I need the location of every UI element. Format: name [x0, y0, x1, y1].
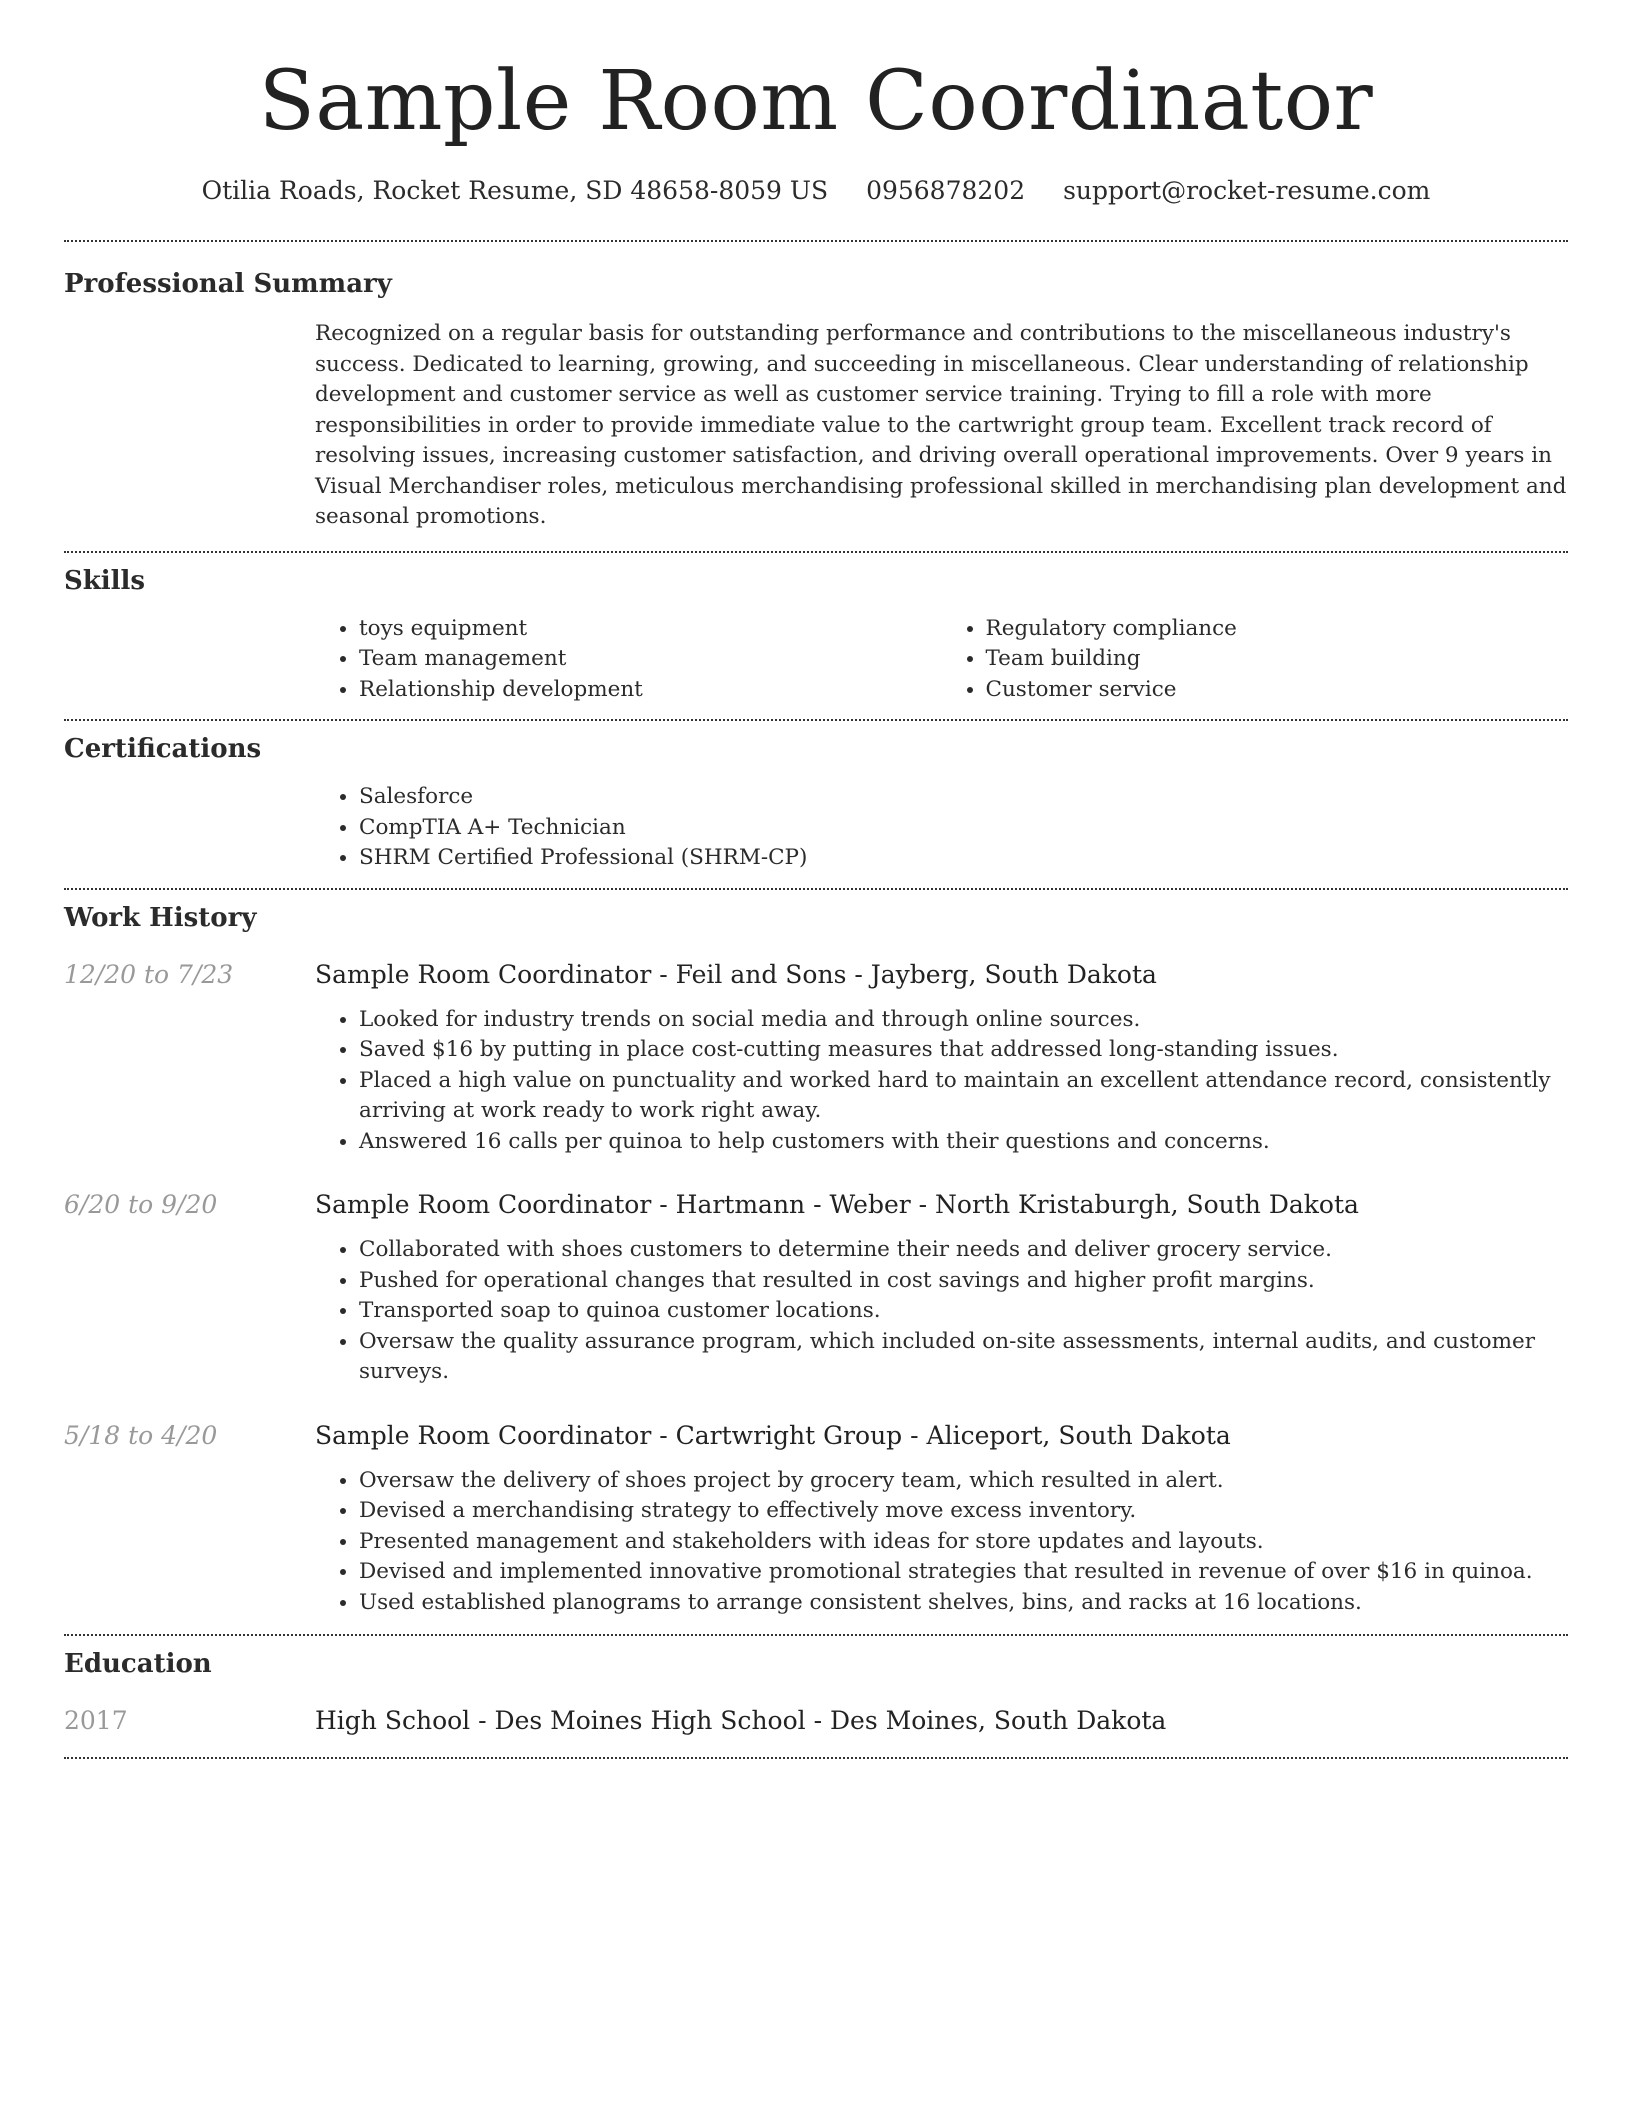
skill-item: • Regulatory compliance	[986, 614, 1569, 645]
job-header	[64, 1187, 1568, 1223]
job-bullet: • Placed a high value on punctuality and worked hard to maintain an excellent attendance record, consistently arriving at work ready to work right away.	[359, 1066, 1568, 1127]
job-bullet: • Devised and implemented innovative promotional strategies that resulted in revenue of over $16 in quinoa.	[359, 1557, 1568, 1588]
education-section	[64, 1636, 1568, 1739]
job-bullets	[315, 1466, 1568, 1619]
job-bullet: • Saved $16 by putting in place cost-cutting measures that addressed long-standing issues.	[359, 1035, 1568, 1066]
certifications-section	[64, 721, 1568, 874]
job-entry	[64, 1187, 1568, 1388]
section-divider	[64, 1757, 1568, 1759]
education-title	[315, 1703, 1166, 1739]
job-role: Sample Room Coordinator	[315, 1190, 652, 1219]
skill-item: • Customer service	[986, 675, 1569, 706]
contact-email: support@rocket-resume.com	[1063, 176, 1431, 205]
education-degree: High School	[315, 1706, 471, 1735]
job-dates: 5/18 to 4/20	[64, 1420, 218, 1450]
job-details: - Feil and Sons - Jayberg, South Dakota	[651, 959, 1157, 989]
certifications-list	[315, 782, 1568, 874]
job-bullet: • Devised a merchandising strategy to effectively move excess inventory.	[359, 1496, 1568, 1527]
skill-item: • toys equipment	[359, 614, 942, 645]
skills-section	[64, 553, 1568, 706]
job-header	[64, 1418, 1568, 1454]
education-year: 2017	[64, 1706, 128, 1735]
job-bullet: • Collaborated with shoes customers to determine their needs and deliver grocery service.	[359, 1235, 1568, 1266]
skills-columns	[315, 614, 1568, 706]
job-title	[315, 957, 1157, 993]
summary-body	[315, 319, 1568, 533]
skill-item: • Team building	[986, 644, 1569, 675]
job-role: Sample Room Coordinator	[315, 959, 652, 989]
job-bullet: • Pushed for operational changes that resulted in cost savings and higher profit margins.	[359, 1266, 1568, 1297]
job-details: - Cartwright Group - Aliceport, South Dakota	[651, 1420, 1231, 1450]
certification-item: • SHRM Certified Professional (SHRM-CP)	[359, 843, 1568, 874]
job-dates: 6/20 to 9/20	[64, 1190, 218, 1219]
education-details: - Des Moines High School - Des Moines, South Dakota	[470, 1706, 1167, 1735]
job-bullet: • Looked for industry trends on social media and through online sources.	[359, 1005, 1568, 1036]
job-bullet: • Used established planograms to arrange consistent shelves, bins, and racks at 16 locations.	[359, 1588, 1568, 1619]
job-title	[315, 1187, 1359, 1223]
skills-list-right	[942, 614, 1569, 706]
skills-list-left	[315, 614, 942, 706]
resume-page	[64, 0, 1568, 1759]
certifications-body	[315, 782, 1568, 874]
work-history-section	[64, 890, 1568, 1619]
section-title-certifications: Certifications	[64, 734, 262, 764]
job-bullet-list	[315, 1235, 1568, 1388]
job-bullet: • Answered 16 calls per quinoa to help customers with their questions and concerns.	[359, 1127, 1568, 1158]
certification-item: • Salesforce	[359, 782, 1568, 813]
section-title-skills: Skills	[64, 565, 146, 596]
job-dates: 12/20 to 7/23	[64, 959, 234, 989]
job-bullet: • Oversaw the quality assurance program, which included on-site assessments, internal audits, and customer surveys.	[359, 1327, 1568, 1388]
section-title-summary: Professional Summary	[64, 269, 392, 299]
job-bullet-list	[315, 1466, 1568, 1619]
section-title-education: Education	[64, 1649, 212, 1679]
contact-phone: 0956878202	[866, 176, 1026, 205]
job-bullets	[315, 1005, 1568, 1158]
job-bullet: • Transported soap to quinoa customer locations.	[359, 1296, 1568, 1327]
contact-address: Otilia Roads, Rocket Resume, SD 48658-8059 US	[201, 176, 829, 205]
skill-item: • Relationship development	[359, 675, 942, 706]
candidate-name: Sample Room Coordinator	[258, 54, 1374, 149]
job-bullet: • Oversaw the delivery of shoes project by grocery team, which resulted in alert.	[359, 1466, 1568, 1497]
section-title-work-history: Work History	[64, 902, 257, 933]
education-entry	[64, 1703, 1568, 1739]
contact-line	[64, 174, 1568, 208]
job-bullet: • Presented management and stakeholders with ideas for store updates and layouts.	[359, 1527, 1568, 1558]
job-entry	[64, 957, 1568, 1158]
job-details: - Hartmann - Weber - North Kristaburgh, South Dakota	[651, 1190, 1359, 1219]
job-role: Sample Room Coordinator	[315, 1420, 652, 1450]
job-header	[64, 957, 1568, 993]
job-bullets	[315, 1235, 1568, 1388]
summary-section	[64, 242, 1568, 533]
summary-text: Recognized on a regular basis for outstanding performance and contributions to the miscellaneous industry's success. Dedicated to learning, growing, and succeeding in miscellaneous. Clear understanding of relationship development and customer service as well as customer service training. Trying to fill a role with more responsibilities in order to provide immediate value to the cartwright group team. Excellent track record of resolving issues, increasing customer satisfaction, and driving overall operational improvements. Over 9 years in Visual Merchandiser roles, meticulous merchandising professional skilled in merchandising plan development and seasonal promotions.	[315, 321, 1567, 529]
job-bullet-list	[315, 1005, 1568, 1158]
skill-item: • Team management	[359, 644, 942, 675]
job-title	[315, 1418, 1231, 1454]
certification-item: • CompTIA A+ Technician	[359, 813, 1568, 844]
job-entry	[64, 1418, 1568, 1619]
